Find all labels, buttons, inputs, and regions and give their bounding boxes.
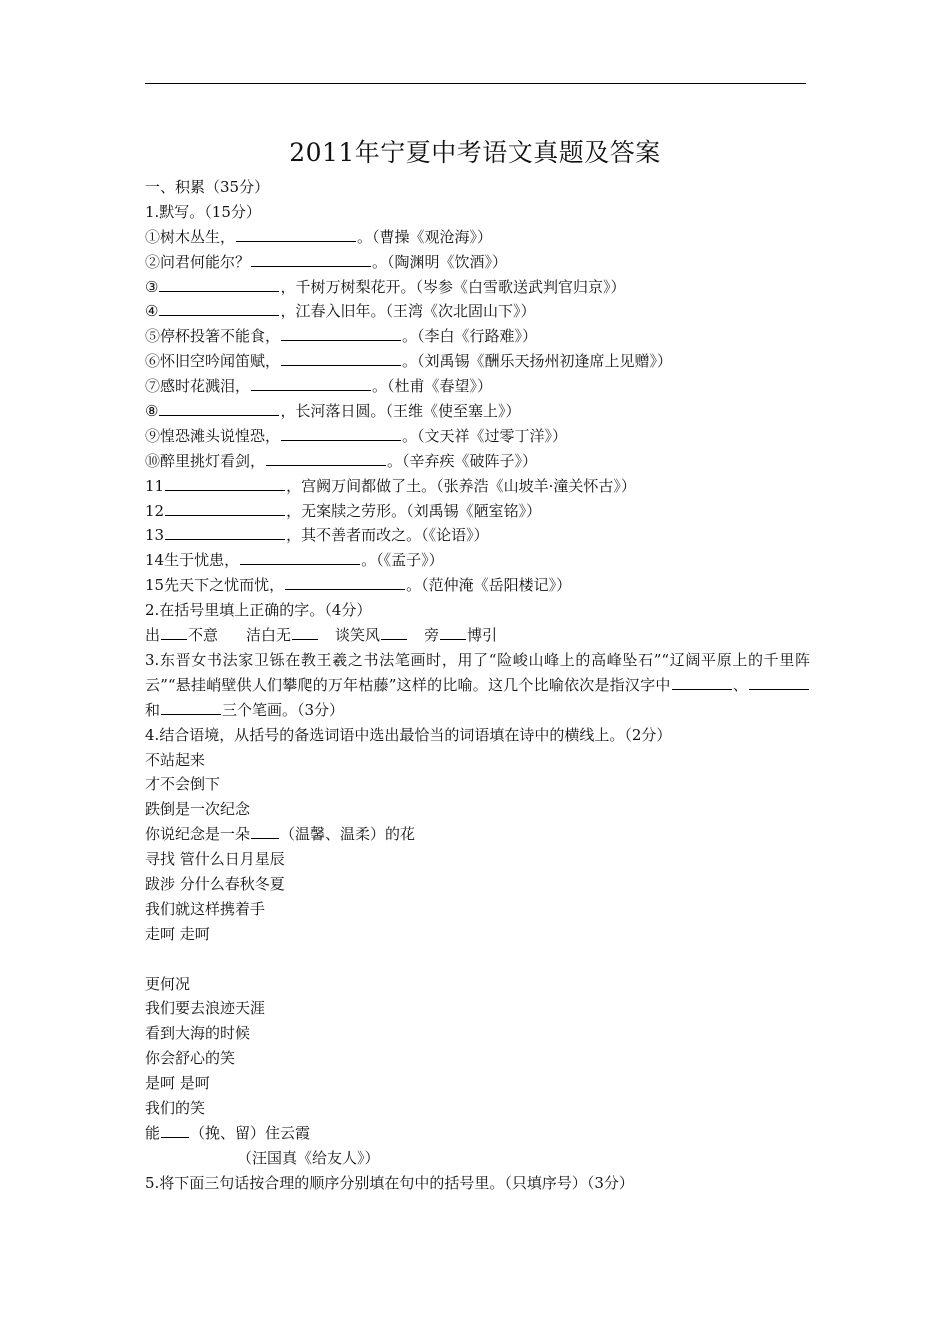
dictation-item xyxy=(145,424,810,449)
dictation-prompt: 13 xyxy=(145,526,165,545)
answer-blank[interactable] xyxy=(251,824,279,839)
poem-line: 跌倒是一次纪念 xyxy=(145,800,251,819)
dictation-source: 。（文天祥《过零丁洋》） xyxy=(402,426,568,445)
dictation-item xyxy=(145,250,810,275)
answer-blank[interactable] xyxy=(240,550,360,565)
poem-line: 我们要去浪迹天涯 xyxy=(145,999,266,1018)
dictation-prompt: ⑧ xyxy=(145,402,159,421)
dictation-prompt: ⑩醉里挑灯看剑， xyxy=(145,451,266,470)
dictation-prompt: ⑦感时花溅泪， xyxy=(145,377,251,396)
dictation-prompt: ⑥怀旧空吟闻笛赋， xyxy=(145,352,281,371)
dictation-item xyxy=(145,349,810,374)
poem-line: 我们就这样携着手 xyxy=(145,899,266,918)
dictation-item xyxy=(145,449,810,474)
poem-fill-line-2: 能 （挽、留）住云霞 xyxy=(145,1123,311,1142)
poem-fill-line-1: 你说纪念是一朵 （温馨、温柔）的花 xyxy=(145,825,416,844)
question-2-words xyxy=(145,623,810,648)
answer-blank[interactable] xyxy=(161,1123,189,1138)
dictation-source: 。（曹操《观沧海》） xyxy=(357,227,493,246)
answer-blank[interactable] xyxy=(749,675,809,690)
dictation-prompt: ④ xyxy=(145,302,159,321)
poem-source: （汪国真《给友人》） xyxy=(237,1148,380,1167)
question-1-items xyxy=(145,225,810,598)
dictation-item xyxy=(145,474,810,499)
dictation-item xyxy=(145,275,810,300)
answer-blank[interactable] xyxy=(281,351,401,366)
poem-line: 看到大海的时候 xyxy=(145,1024,251,1043)
page-title: 2011年宁夏中考语文真题及答案 xyxy=(289,138,661,167)
dictation-item xyxy=(145,299,810,324)
answer-blank[interactable] xyxy=(161,625,187,640)
poem-line: 寻找 管什么日月星辰 xyxy=(145,850,285,869)
dictation-source: ，江春入旧年。（王湾《次北固山下》） xyxy=(280,302,536,321)
word-fill-3: 谈笑风 xyxy=(335,626,408,644)
dictation-prompt: 11 xyxy=(145,476,165,495)
answer-blank[interactable] xyxy=(251,252,371,267)
word-fill-4: 旁 博引 xyxy=(424,626,498,645)
word-fill-2: 洁白无 xyxy=(246,626,319,644)
dictation-item xyxy=(145,523,810,548)
answer-blank[interactable] xyxy=(161,700,221,715)
dictation-item xyxy=(145,324,810,349)
answer-blank[interactable] xyxy=(672,675,732,690)
answer-blank[interactable] xyxy=(159,277,279,292)
answer-blank[interactable] xyxy=(165,525,285,540)
dictation-source: 。（刘禹锡《酬乐天扬州初逢席上见赠》） xyxy=(402,352,673,371)
poem-line: 才不会倒下 xyxy=(145,775,221,794)
document-body xyxy=(145,175,810,1196)
header-rule xyxy=(145,83,806,84)
dictation-prompt: 15先天下之忧而忧， xyxy=(145,576,285,595)
dictation-item xyxy=(145,399,810,424)
dictation-item xyxy=(145,573,810,598)
question-2-stem: 2.在括号里填上正确的字。（4分） xyxy=(145,601,372,620)
dictation-source: 。（李白《行路难》） xyxy=(402,327,538,346)
answer-blank[interactable] xyxy=(159,401,279,416)
poem-line: 我们的笑 xyxy=(145,1099,206,1117)
answer-blank[interactable] xyxy=(292,625,318,640)
answer-blank[interactable] xyxy=(381,625,407,640)
dictation-source: ，长河落日圆。（王维《使至塞上》） xyxy=(280,402,521,421)
dictation-source: ，其不善者而改之。（《论语》） xyxy=(286,526,489,545)
answer-blank[interactable] xyxy=(165,501,285,516)
question-3: 3.东晋女书法家卫铄在教王羲之书法笔画时，用了“险峻山峰上的高峰坠石”“辽阔平原上的千里阵云”“悬挂峭壁供人们攀爬的万年枯藤”这样的比喻。这几个比喻依次是指汉字中 、和 三个笔画。（3分） xyxy=(145,650,810,719)
poem-line: 是呵 是呵 xyxy=(145,1074,210,1093)
stanza-gap xyxy=(145,947,810,972)
poem-line: 跋涉 分什么春秋冬夏 xyxy=(145,874,285,893)
dictation-prompt: ②问君何能尔？ xyxy=(145,252,251,271)
dictation-source: 。（杜甫《春望》） xyxy=(372,377,493,396)
answer-blank[interactable] xyxy=(281,326,401,341)
word-fill-1: 出 不意 xyxy=(145,626,219,645)
answer-blank[interactable] xyxy=(159,301,279,316)
answer-blank[interactable] xyxy=(281,426,401,441)
dictation-item xyxy=(145,548,810,573)
dictation-item xyxy=(145,499,810,524)
dictation-prompt: ③ xyxy=(145,277,159,296)
dictation-prompt: ⑨惶恐滩头说惶恐， xyxy=(145,426,281,445)
answer-blank[interactable] xyxy=(266,451,386,466)
answer-blank[interactable] xyxy=(165,476,285,491)
dictation-source: ，无案牍之劳形。（刘禹锡《陋室铭》） xyxy=(286,501,542,520)
question-5-stem: 5.将下面三句话按合理的顺序分别填在句中的括号里。（只填序号）（3分） xyxy=(145,1173,634,1192)
answer-blank[interactable] xyxy=(440,625,466,640)
answer-blank[interactable] xyxy=(236,227,356,242)
dictation-source: ，千树万树梨花开。（岑参《白雪歌送武判官归京》） xyxy=(280,277,626,296)
answer-blank[interactable] xyxy=(285,575,405,590)
poem-line: 走呵 走呵 xyxy=(145,924,210,943)
dictation-item xyxy=(145,374,810,399)
dictation-source: 。（陶渊明《饮酒》） xyxy=(372,252,508,271)
answer-blank[interactable] xyxy=(251,376,371,391)
dictation-source: ，宫阙万间都做了土。（张养浩《山坡羊·潼关怀古》） xyxy=(286,476,636,495)
section-heading: 一、积累（35分） xyxy=(145,178,270,196)
question-1-stem: 1.默写。（15分） xyxy=(145,202,261,221)
dictation-item xyxy=(145,225,810,250)
poem-line: 更何况 xyxy=(145,974,191,993)
question-4-stem: 4.结合语境，从括号的备选词语中选出最恰当的词语填在诗中的横线上。（2分） xyxy=(145,725,672,744)
poem-line: 你会舒心的笑 xyxy=(145,1049,236,1068)
dictation-source: 。（范仲淹《岳阳楼记》） xyxy=(406,576,572,595)
dictation-source: 。（辛弃疾《破阵子》） xyxy=(387,451,538,470)
dictation-prompt: 14生于忧患， xyxy=(145,551,240,570)
dictation-source: 。（《孟子》） xyxy=(361,551,444,570)
dictation-prompt: ①树木丛生， xyxy=(145,227,236,246)
poem-line: 不站起来 xyxy=(145,750,206,769)
dictation-prompt: ⑤停杯投箸不能食， xyxy=(145,327,281,346)
dictation-prompt: 12 xyxy=(145,501,165,520)
